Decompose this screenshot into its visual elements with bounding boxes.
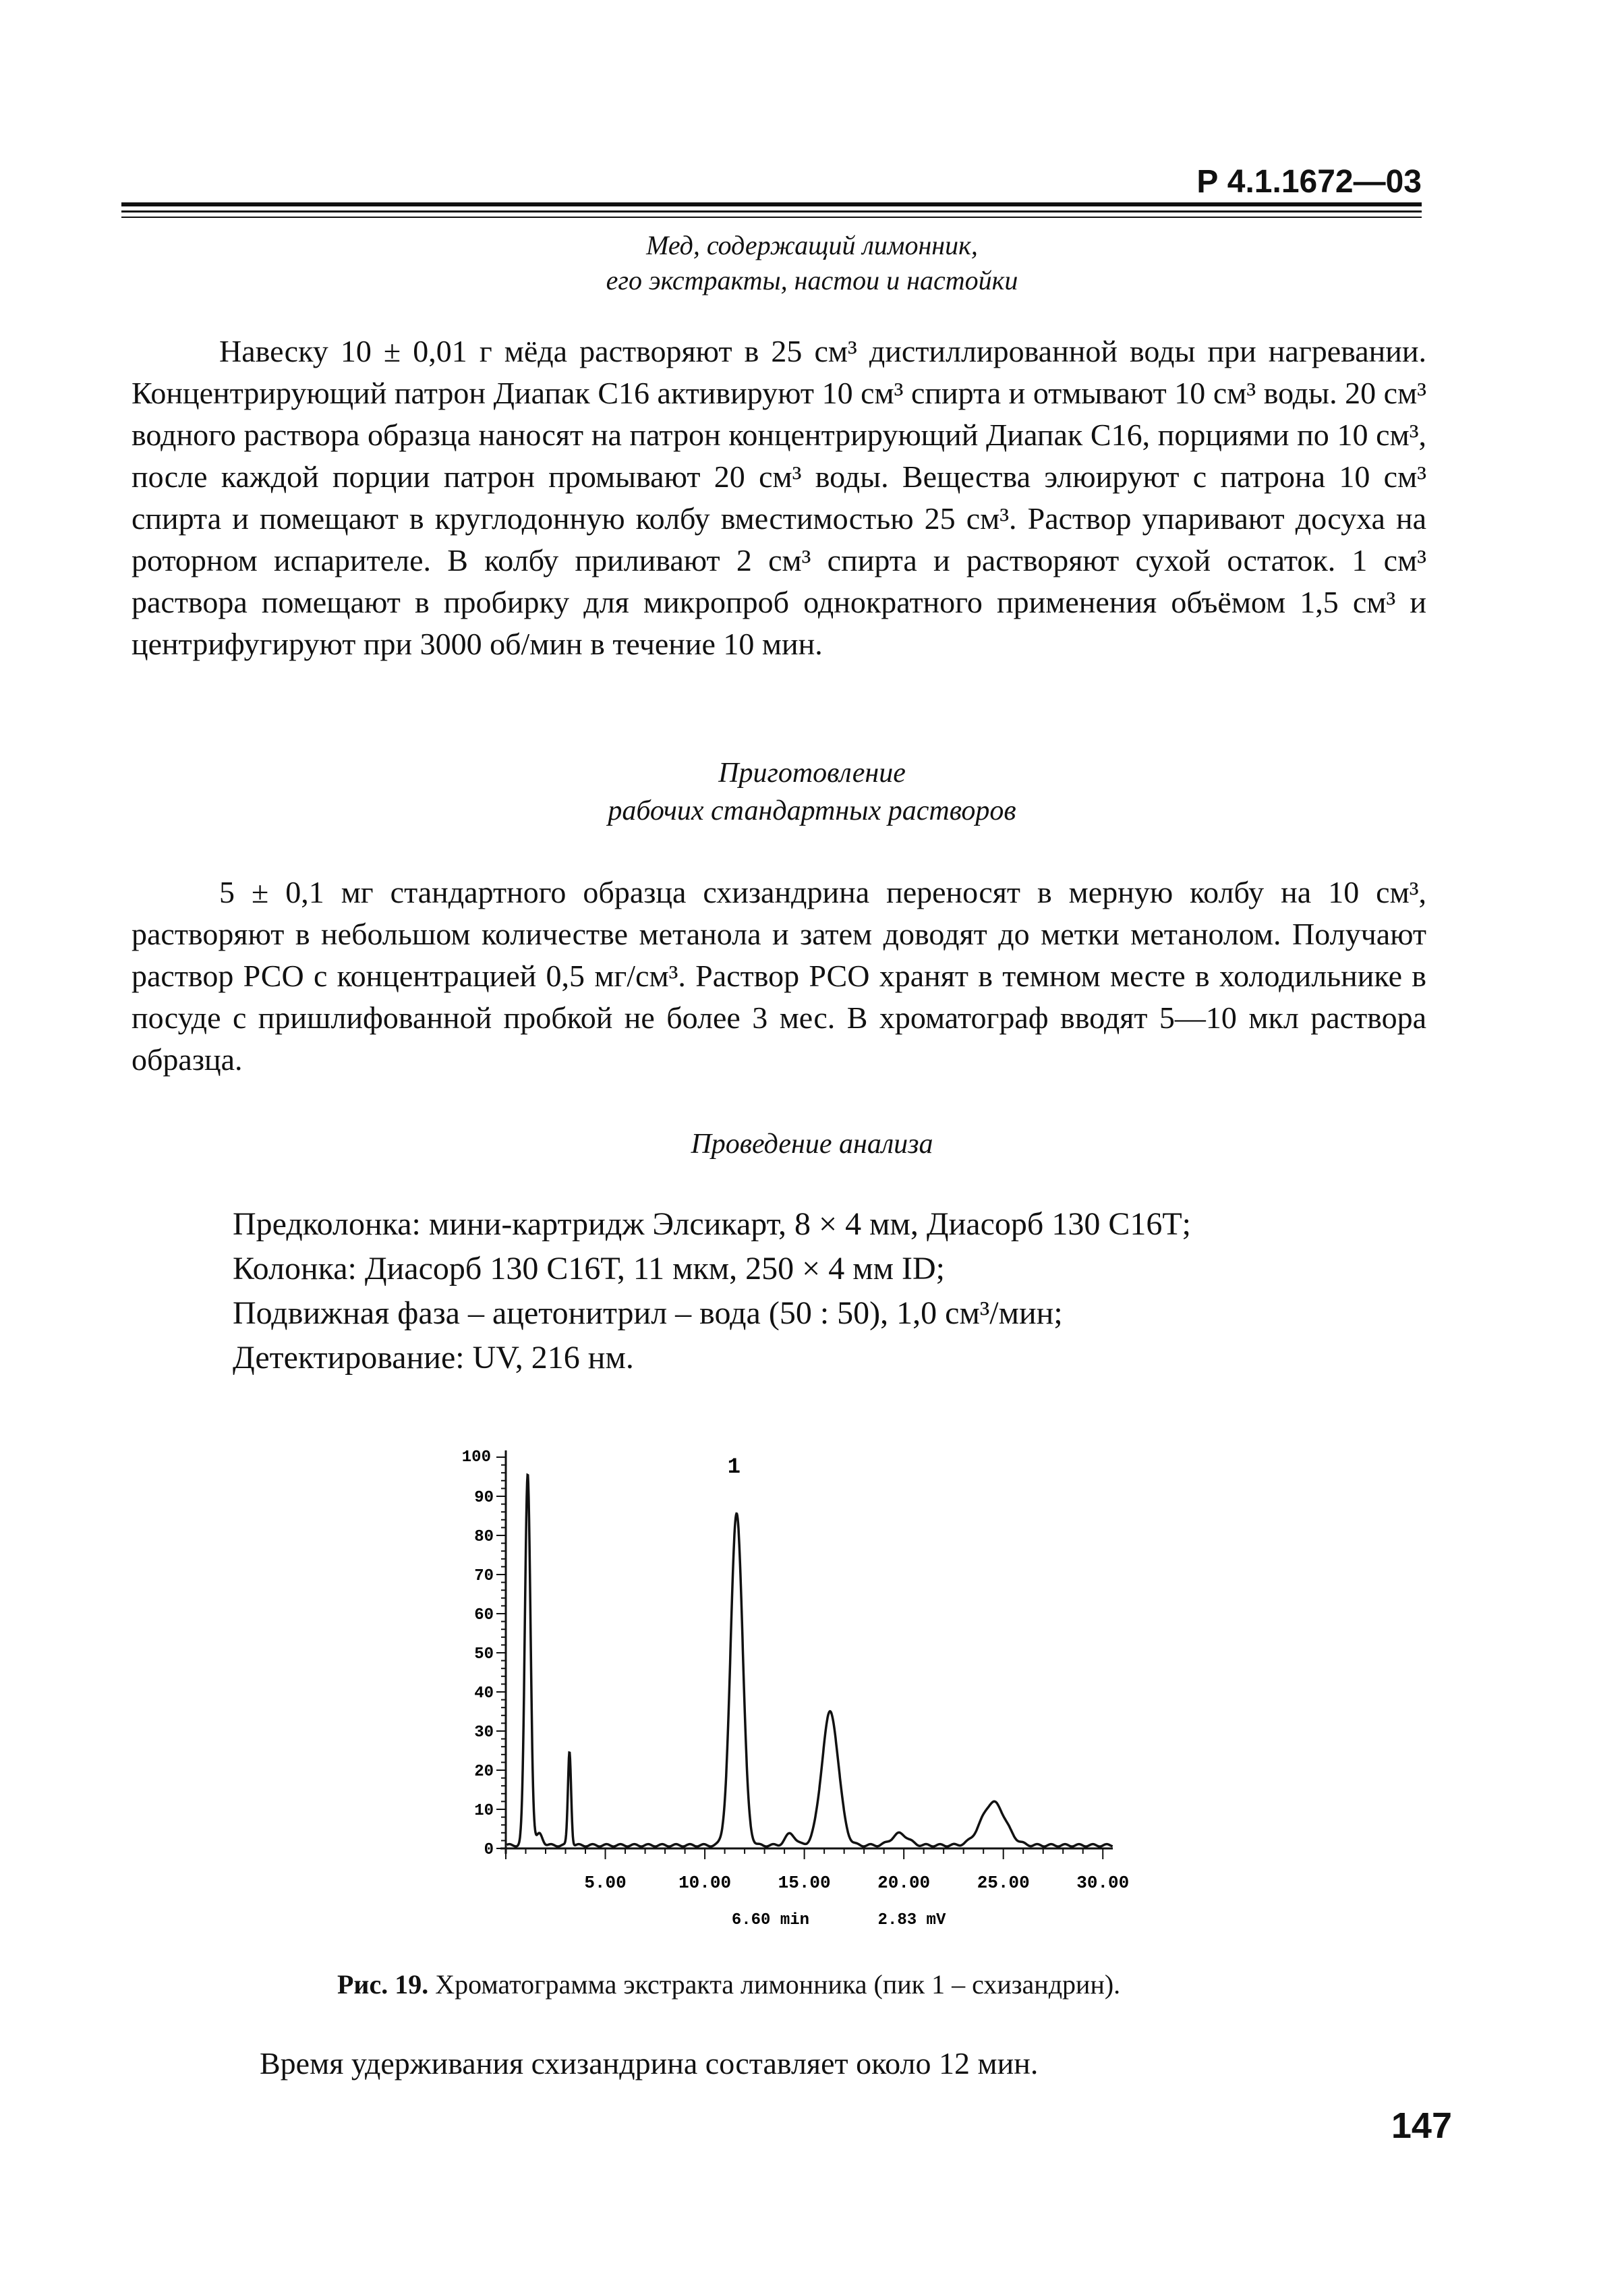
y-tick-label: 10 [474, 1802, 494, 1820]
section3-heading: Проведение анализа [691, 1129, 933, 1160]
y-tick-label: 50 [474, 1645, 494, 1664]
condition-line: Подвижная фаза – ацетонитрил – вода (50 : 50), 1,0 см³/мин; [233, 1295, 1063, 1331]
retention-time-text: Время удерживания схизандрина составляет около 12 мин. [260, 2046, 1039, 2080]
figure-caption [337, 1969, 1120, 2000]
y-tick-label: 80 [474, 1528, 494, 1546]
chromatogram-trace [507, 1475, 1113, 1846]
y-axis-title: 100 [461, 1448, 491, 1467]
y-tick-label: 90 [474, 1489, 494, 1507]
signal-readout: 2.83 mV [877, 1911, 946, 1929]
peak-label: 1 [727, 1454, 741, 1480]
time-readout: 6.60 min [731, 1911, 810, 1929]
y-tick-label: 70 [474, 1567, 494, 1585]
x-tick-label: 15.00 [778, 1873, 831, 1893]
chromatogram-chart [432, 1423, 1160, 1936]
caption-label: Рис. 19. [337, 1969, 429, 2000]
section1-paragraph [132, 331, 1426, 665]
y-tick-label: 20 [474, 1763, 494, 1781]
condition-line: Детектирование: UV, 216 нм. [233, 1340, 634, 1376]
condition-line: Предколонка: мини-картридж Элсикарт, 8 × 4 мм, Диасорб 130 С16Т; [233, 1206, 1191, 1242]
section2-heading: Приготовление рабочих стандартных растворов [608, 758, 1016, 826]
x-tick-label: 25.00 [977, 1873, 1030, 1893]
caption-text: Хроматограмма экстракта лимонника (пик 1 – схизандрин). [428, 1969, 1121, 2000]
document-code: Р 4.1.1672—03 [1196, 164, 1422, 200]
y-tick-label: 60 [474, 1606, 494, 1624]
section2-text: 5 ± 0,1 мг стандартного образца схизандрина переносят в мерную колбу на 10 см³, растворяют в небольшом количестве метанола и затем доводят до метки метанолом. Получают раствор РСО с концентрацией 0,5 мг/см³. Раствор РСО хранят в темном месте в холодильнике в посуде с пришлифованной пробкой не более 3 мес. В хроматограф вводят 5—10 мкл раствора образца. [132, 875, 1426, 1077]
x-tick-label: 30.00 [1076, 1873, 1130, 1893]
x-tick-label: 20.00 [877, 1873, 931, 1893]
y-tick-label: 0 [484, 1841, 494, 1859]
header-rule [121, 217, 1422, 218]
y-tick-label: 40 [474, 1685, 494, 1703]
y-tick-label: 30 [474, 1724, 494, 1742]
condition-line: Колонка: Диасорб 130 С16Т, 11 мкм, 250 × 4 мм ID; [233, 1251, 945, 1286]
header-rule [121, 202, 1422, 206]
section1-heading: Мед, содержащий лимонник, его экстракты, настои и настойки [606, 230, 1018, 295]
section1-text: Навеску 10 ± 0,01 г мёда растворяют в 25 см³ дистиллированной воды при нагревании. Концентрирующий патрон Диапак С16 активируют 10 см³ спирта и отмывают 10 см³ воды. 20 см³ водного раствора образца наносят на патрон концентрирующий Диапак С16, порциями по 10 см³, после каждой порции патрон промывают 20 см³ воды. Вещества элюируют с патрона 10 см³ спирта и помещают в круглодонную колбу вместимостью 25 см³. Раствор упаривают досуха на роторном испарителе. В колбу приливают 2 см³ спирта и растворяют сухой остаток. 1 см³ раствора помещают в пробирку для микропроб однократного применения объёмом 1,5 см³ и центрифугируют при 3000 об/мин в течение 10 мин. [132, 334, 1426, 661]
section2-paragraph [132, 872, 1426, 1081]
conditions-list [233, 1202, 1191, 1380]
x-tick-label: 10.00 [678, 1873, 732, 1893]
page-number: 147 [1391, 2105, 1452, 2146]
x-tick-label: 5.00 [584, 1873, 627, 1893]
header-rule [121, 210, 1422, 213]
